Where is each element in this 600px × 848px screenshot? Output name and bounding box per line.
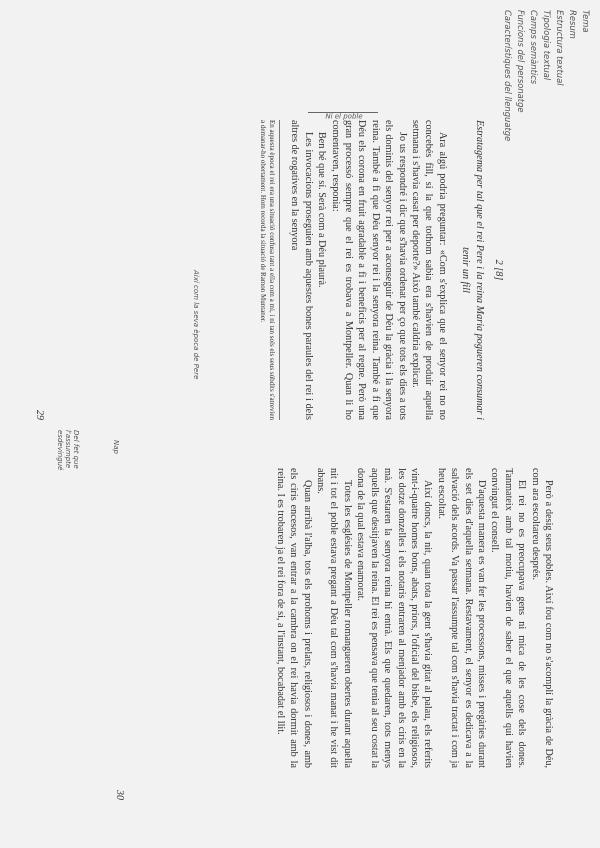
paragraph: Ben bé que sí. Serà com a Déu plaurà. (316, 132, 328, 288)
chapter-number: 2 [8] (493, 259, 504, 281)
note-line: Funcions del personatge (516, 10, 526, 113)
note-line: Tema (581, 10, 591, 33)
note-line: Característiques del llenguatge (503, 10, 513, 142)
paragraph: Ara algú podria preguntar: «Com s'explica que el senyor rei no no concebés fill, si la que tothom sabia era s'havien de produir aquella setmana i s'havia casat per deporte?» Això també caldria explicar. (409, 120, 448, 420)
margin-note: Ni el poble (325, 112, 363, 121)
paragraph: D'aquesta manera es van fer les processons, misses i pregàries durant els set dies d'aquella setmana. Restavament, el senyor es dedicava a la salvació dels acords. Va passar l'assumpte tal com s'havia tractat i com ja heu escoltat. (435, 468, 487, 768)
chapter-title: Estratagema per tal que el rei Pere i la reina Maria pogueren consumar i tenir un fill (460, 120, 485, 420)
margin-note: Nap (112, 440, 120, 454)
paragraph: Així doncs, la nit, quan tota la gent s'havia gitat al palau, els referits vint-i-quatre homes bons, abats, priors, l'oficial del bisbe, els religiosos, les dotze donzelles i els notaris entraren al menjador amb els ciris en la mà. S'estaren la senyora reina hi entrà. Els que quedaren, tots menys aquells que desitjaven la reina. El rei es pensava que tenia al seu costat la dona de la qual estava enamorat. (355, 468, 434, 768)
handwritten-notes (501, 10, 592, 270)
page-number: 30 (114, 790, 125, 800)
left-page-column (258, 120, 505, 420)
margin-note: Així com la seva època de Pere (192, 270, 200, 380)
paragraph: Quan arribà l'alba, tots els prohoms i prelats, religiosos i dones, amb els ciris encesos, van entrar a la cambra on el rei havia dormit amb la reina. I es trobaren ja el rei fora de si, a l'instant, bocabadat el llit. (274, 468, 313, 768)
note-line: Resum (568, 10, 578, 39)
paragraph: Totes les esglésies de Montpeller romangueren obertes durant aquella nit i tot el poble estava pregant a Déu tal com s'havia manat i he vist dit abans. (315, 468, 353, 768)
paragraph: Però a desig seus pobles. Així fou com no s'acomplí la gràcia de Déu, com ara escoltareu després. (529, 468, 554, 768)
paragraph: El rei no es preocupava gens ni mica de les cose dels dones. Tanmateix amb tal motiu, havien de saber el que aquells qui havien convingut el consell. (489, 468, 528, 768)
margin-note: Del fet que l'assumpte esdevingué (56, 430, 80, 471)
right-page-column (273, 468, 555, 768)
footnote: En aquesta època el rei era una situació confusa tant a ella com a mi, i ni tan sols els seus súbdits s'atrevien a demanar-ho obertament. Hom recorda la situació de Ramon Muntaner. (258, 120, 280, 420)
paragraph: Jo us respondré i dic que s'havia ordenat per ço que tots els dies a tots els dominis del senyor rei per a aconseguir de Déu la gràcia i la senyora reina. També a fi que Déu senyor rei i la senyora reina. També a fi que Déu els corona en fruit agradable a fi i beneficis per al regne. Però una gran processó sempre que el rei es trobava a Montpeller. Quan li ho comentaven, responia: (329, 120, 408, 420)
note-line: Tipologia textual (542, 10, 552, 81)
paragraph: Les invocacions proseguien amb aquestes bones paraules del rei i dels altres de rogatives en la senyora (289, 120, 314, 420)
page-number: 29 (34, 410, 45, 420)
note-line: Estructura textual (555, 10, 565, 86)
note-line: Camps semàntics (529, 10, 539, 85)
